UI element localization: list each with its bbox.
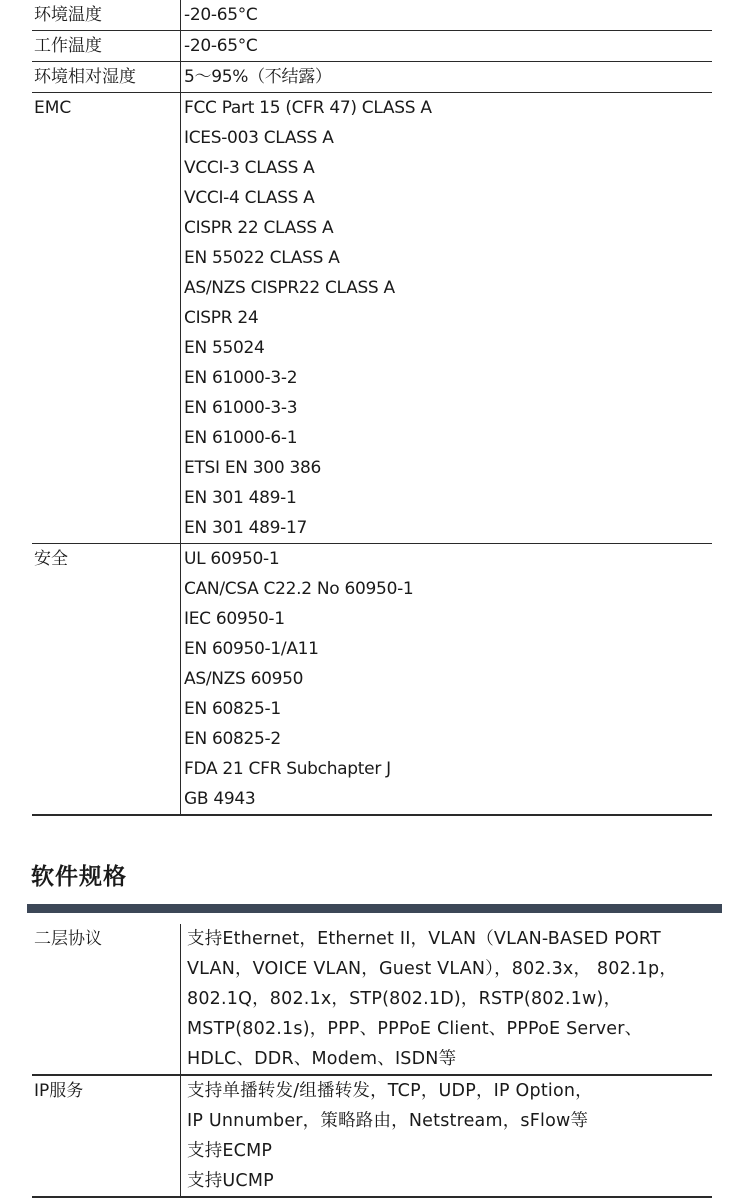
- spec-value: 支持Ethernet，Ethernet II，VLAN（VLAN-BASED PORT: [187, 929, 661, 949]
- spec-values: [181, 1076, 712, 1196]
- spec-value: EN 55022 CLASS A: [184, 248, 340, 268]
- spec-value: 支持UCMP: [187, 1171, 274, 1191]
- spec-label: EMC: [32, 93, 181, 543]
- section-divider-bar: [27, 904, 722, 913]
- spec-value: 支持ECMP: [187, 1141, 273, 1161]
- spec-value: CAN/CSA C22.2 No 60950-1: [184, 579, 414, 599]
- spec-value: EN 60950-1/A11: [184, 639, 319, 659]
- spec-value: EN 301 489-17: [184, 518, 308, 538]
- spec-value: -20-65°C: [184, 36, 258, 56]
- spec-value: IP Unnumber，策略路由，Netstream，sFlow等: [187, 1111, 589, 1131]
- spec-label: IP服务: [32, 1076, 181, 1196]
- spec-row-ambient-temp: [32, 0, 712, 31]
- spec-value: VCCI-4 CLASS A: [184, 188, 315, 208]
- spec-value: FDA 21 CFR Subchapter J: [184, 759, 391, 779]
- spec-value: ICES-003 CLASS A: [184, 128, 334, 148]
- spec-value: EN 61000-3-2: [184, 368, 298, 388]
- spec-value: EN 60825-2: [184, 729, 281, 749]
- spec-row-l2-protocols: [32, 924, 712, 1076]
- spec-value: GB 4943: [184, 789, 256, 809]
- spec-value: EN 301 489-1: [184, 488, 297, 508]
- spec-values: [181, 62, 712, 92]
- software-spec-table: [32, 924, 712, 1198]
- spec-value: -20-65°C: [184, 5, 258, 25]
- spec-value: UL 60950-1: [184, 549, 280, 569]
- spec-value: CISPR 24: [184, 308, 259, 328]
- spec-value: EN 60825-1: [184, 699, 281, 719]
- spec-values: [181, 93, 712, 543]
- spec-value: AS/NZS 60950: [184, 669, 304, 689]
- hardware-spec-table: [32, 0, 712, 816]
- spec-values: [181, 0, 712, 30]
- spec-values: [181, 31, 712, 61]
- section-title-software: 软件规格: [31, 864, 127, 890]
- spec-value: EN 55024: [184, 338, 265, 358]
- spec-row-operating-temp: [32, 31, 712, 62]
- spec-value: 5～95%（不结露）: [184, 67, 332, 87]
- spec-value: FCC Part 15 (CFR 47) CLASS A: [184, 98, 432, 118]
- spec-value: 支持单播转发/组播转发，TCP，UDP，IP Option，: [187, 1081, 593, 1101]
- spec-value: EN 61000-3-3: [184, 398, 298, 418]
- spec-row-humidity: [32, 62, 712, 93]
- spec-value: EN 61000-6-1: [184, 428, 298, 448]
- spec-value: MSTP(802.1s)，PPP、PPPoE Client、PPPoE Server、: [187, 1019, 643, 1039]
- spec-value: VLAN，VOICE VLAN，Guest VLAN），802.3x， 802.1p，: [187, 959, 678, 979]
- spec-value: AS/NZS CISPR22 CLASS A: [184, 278, 395, 298]
- spec-values: [181, 924, 712, 1074]
- spec-label: 环境温度: [32, 0, 181, 30]
- spec-label: 二层协议: [32, 924, 181, 1074]
- spec-value: ETSI EN 300 386: [184, 458, 321, 478]
- spec-row-safety: [32, 544, 712, 816]
- spec-row-ip-services: [32, 1076, 712, 1198]
- spec-row-emc: [32, 93, 712, 544]
- spec-values: [181, 544, 712, 814]
- spec-label: 环境相对湿度: [32, 62, 181, 92]
- spec-label: 安全: [32, 544, 181, 814]
- spec-value: HDLC、DDR、Modem、ISDN等: [187, 1049, 457, 1069]
- spec-value: IEC 60950-1: [184, 609, 285, 629]
- spec-value: 802.1Q，802.1x，STP(802.1D)，RSTP(802.1w)，: [187, 989, 622, 1009]
- spec-value: VCCI-3 CLASS A: [184, 158, 315, 178]
- spec-label: 工作温度: [32, 31, 181, 61]
- spec-value: CISPR 22 CLASS A: [184, 218, 334, 238]
